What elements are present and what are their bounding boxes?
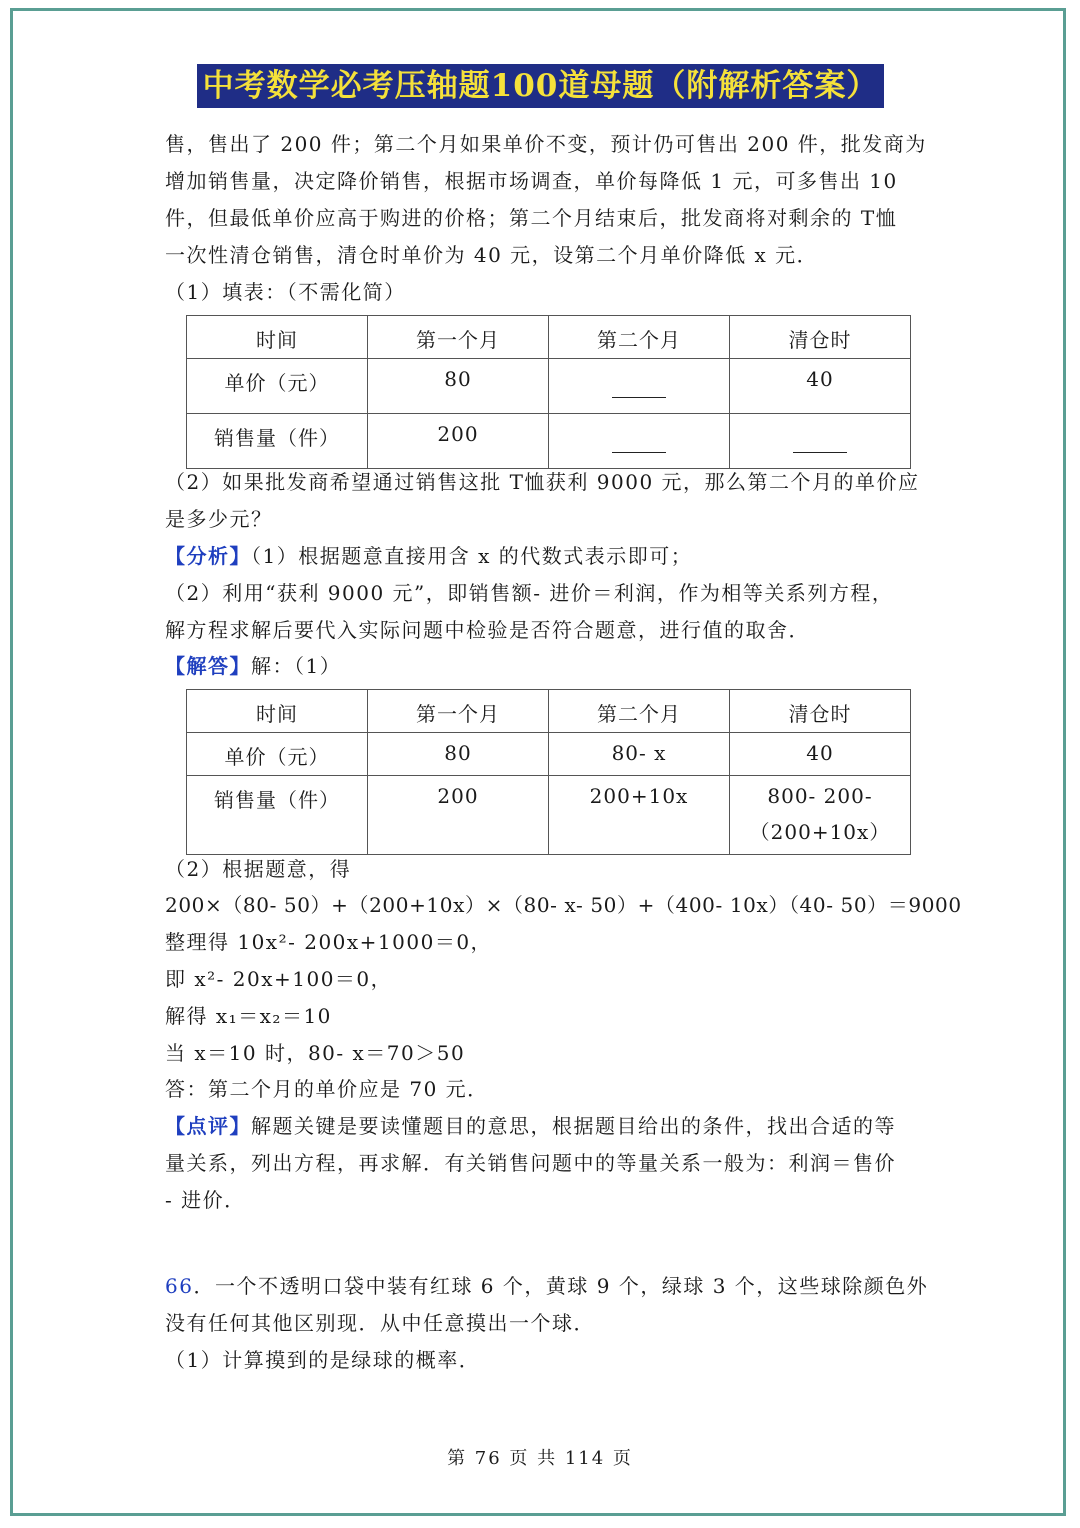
answer-blank-line bbox=[612, 379, 666, 398]
solution-line-3: 整理得 10x²- 200x+1000＝0， bbox=[165, 930, 493, 954]
analysis-line-3: 解方程求解后要代入实际问题中检验是否符合题意，进行值的取舍． bbox=[165, 618, 810, 642]
table-header-cell: 第二个月 bbox=[549, 690, 730, 733]
analysis-tag: 【分析】 bbox=[165, 544, 251, 568]
table-cell-blank bbox=[549, 414, 730, 469]
page-footer: 第 76 页 共 114 页 bbox=[447, 1448, 633, 1469]
solution-line-6: 当 x＝10 时，80- x＝70＞50 bbox=[165, 1041, 466, 1065]
answer-start: 解：（1） bbox=[251, 654, 342, 678]
stem-line-1: 售，售出了 200 件；第二个月如果单价不变，预计仍可售出 200 件，批发商为 bbox=[165, 132, 927, 156]
stem-line-2: 增加销售量，决定降价销售，根据市场调查，单价每降低 1 元，可多售出 10 bbox=[165, 169, 898, 193]
answer-blank-line bbox=[793, 434, 847, 453]
table-cell: 200 bbox=[368, 414, 549, 469]
comment-line-3: - 进价． bbox=[165, 1188, 246, 1212]
part1-label: （1）填表：（不需化简） bbox=[165, 280, 406, 304]
table-cell: 销售量（件） bbox=[187, 414, 368, 469]
table-cell: 单价（元） bbox=[187, 733, 368, 776]
table-cell: 40 bbox=[730, 359, 911, 414]
answer-table bbox=[186, 689, 911, 855]
table-row bbox=[187, 414, 911, 469]
problem66-line-1 bbox=[165, 1272, 928, 1300]
problem66-line-3: （1）计算摸到的是绿球的概率． bbox=[165, 1348, 481, 1372]
comment-text: 解题关键是要读懂题目的意思，根据题目给出的条件，找出合适的等 bbox=[251, 1114, 896, 1138]
table-row bbox=[187, 776, 911, 855]
solution-line-1: （2）根据题意，得 bbox=[165, 857, 352, 881]
table-cell: 销售量（件） bbox=[187, 776, 368, 855]
table-header-cell: 清仓时 bbox=[730, 690, 911, 733]
table-header-cell: 第一个月 bbox=[368, 316, 549, 359]
answer-blank-line bbox=[612, 434, 666, 453]
table-header-cell: 时间 bbox=[187, 690, 368, 733]
table-row bbox=[187, 359, 911, 414]
table-header-cell: 清仓时 bbox=[730, 316, 911, 359]
table-cell: 200+10x bbox=[549, 776, 730, 855]
table-cell: 40 bbox=[730, 733, 911, 776]
table-cell-blank bbox=[730, 414, 911, 469]
table-cell bbox=[730, 776, 911, 855]
cell-line: 800- 200- bbox=[767, 784, 873, 808]
table-header-cell: 时间 bbox=[187, 316, 368, 359]
analysis-text: （1）根据题意直接用含 x 的代数式表示即可； bbox=[251, 544, 693, 568]
cell-line: （200+10x） bbox=[749, 820, 891, 844]
page-title-banner: 中考数学必考压轴题100道母题（附解析答案） bbox=[197, 64, 884, 108]
comment-line-1 bbox=[165, 1112, 896, 1140]
analysis-line-2: （2）利用“获利 9000 元”，即销售额- 进价＝利润，作为相等关系列方程， bbox=[165, 581, 894, 605]
part2-line-1: （2）如果批发商希望通过销售这批 T恤获利 9000 元，那么第二个月的单价应 bbox=[165, 470, 920, 494]
answer-line bbox=[165, 652, 341, 680]
problem66-text: ．一个不透明口袋中装有红球 6 个，黄球 9 个，绿球 3 个，这些球除颜色外 bbox=[193, 1274, 929, 1298]
table-row bbox=[187, 316, 911, 359]
table-cell: 80- x bbox=[549, 733, 730, 776]
solution-line-5: 解得 x₁＝x₂＝10 bbox=[165, 1004, 332, 1028]
solution-line-4: 即 x²- 20x+100＝0， bbox=[165, 967, 393, 991]
fill-table bbox=[186, 315, 911, 469]
stem-line-3: 件，但最低单价应高于购进的价格；第二个月结束后，批发商将对剩余的 T恤 bbox=[165, 206, 898, 230]
table-row bbox=[187, 690, 911, 733]
part2-line-2: 是多少元？ bbox=[165, 507, 273, 531]
table-cell: 80 bbox=[368, 359, 549, 414]
solution-line-2: 200×（80- 50）+（200+10x）×（80- x- 50）+（400- 10x）（40- 50）＝9000 bbox=[165, 893, 962, 917]
table-cell: 80 bbox=[368, 733, 549, 776]
stem-line-4: 一次性清仓销售，清仓时单价为 40 元，设第二个月单价降低 x 元． bbox=[165, 243, 819, 267]
table-cell-blank bbox=[549, 359, 730, 414]
comment-tag: 【点评】 bbox=[165, 1114, 251, 1138]
problem66-line-2: 没有任何其他区别现．从中任意摸出一个球． bbox=[165, 1311, 595, 1335]
table-header-cell: 第一个月 bbox=[368, 690, 549, 733]
problem-number: 66 bbox=[165, 1274, 194, 1298]
table-header-cell: 第二个月 bbox=[549, 316, 730, 359]
answer-tag: 【解答】 bbox=[165, 654, 251, 678]
table-cell: 单价（元） bbox=[187, 359, 368, 414]
analysis-line-1 bbox=[165, 542, 692, 570]
solution-line-7: 答：第二个月的单价应是 70 元． bbox=[165, 1077, 489, 1101]
table-row bbox=[187, 733, 911, 776]
comment-line-2: 量关系，列出方程，再求解．有关销售问题中的等量关系一般为：利润＝售价 bbox=[165, 1151, 896, 1175]
table-cell: 200 bbox=[368, 776, 549, 855]
